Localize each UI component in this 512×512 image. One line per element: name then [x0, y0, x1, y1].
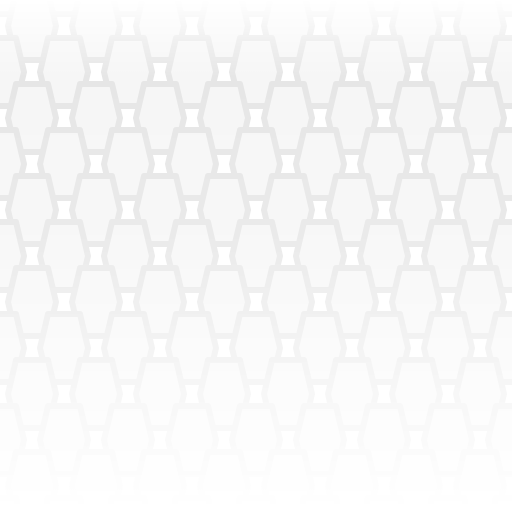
hexagon-cell [168, 498, 216, 512]
hexagon-cell [360, 498, 408, 512]
hexagon-cell [40, 498, 88, 512]
hexagon-cell [424, 498, 472, 512]
hexagon-cell [232, 498, 280, 512]
hexagon-cell [296, 498, 344, 512]
hexagon-cell [104, 498, 152, 512]
